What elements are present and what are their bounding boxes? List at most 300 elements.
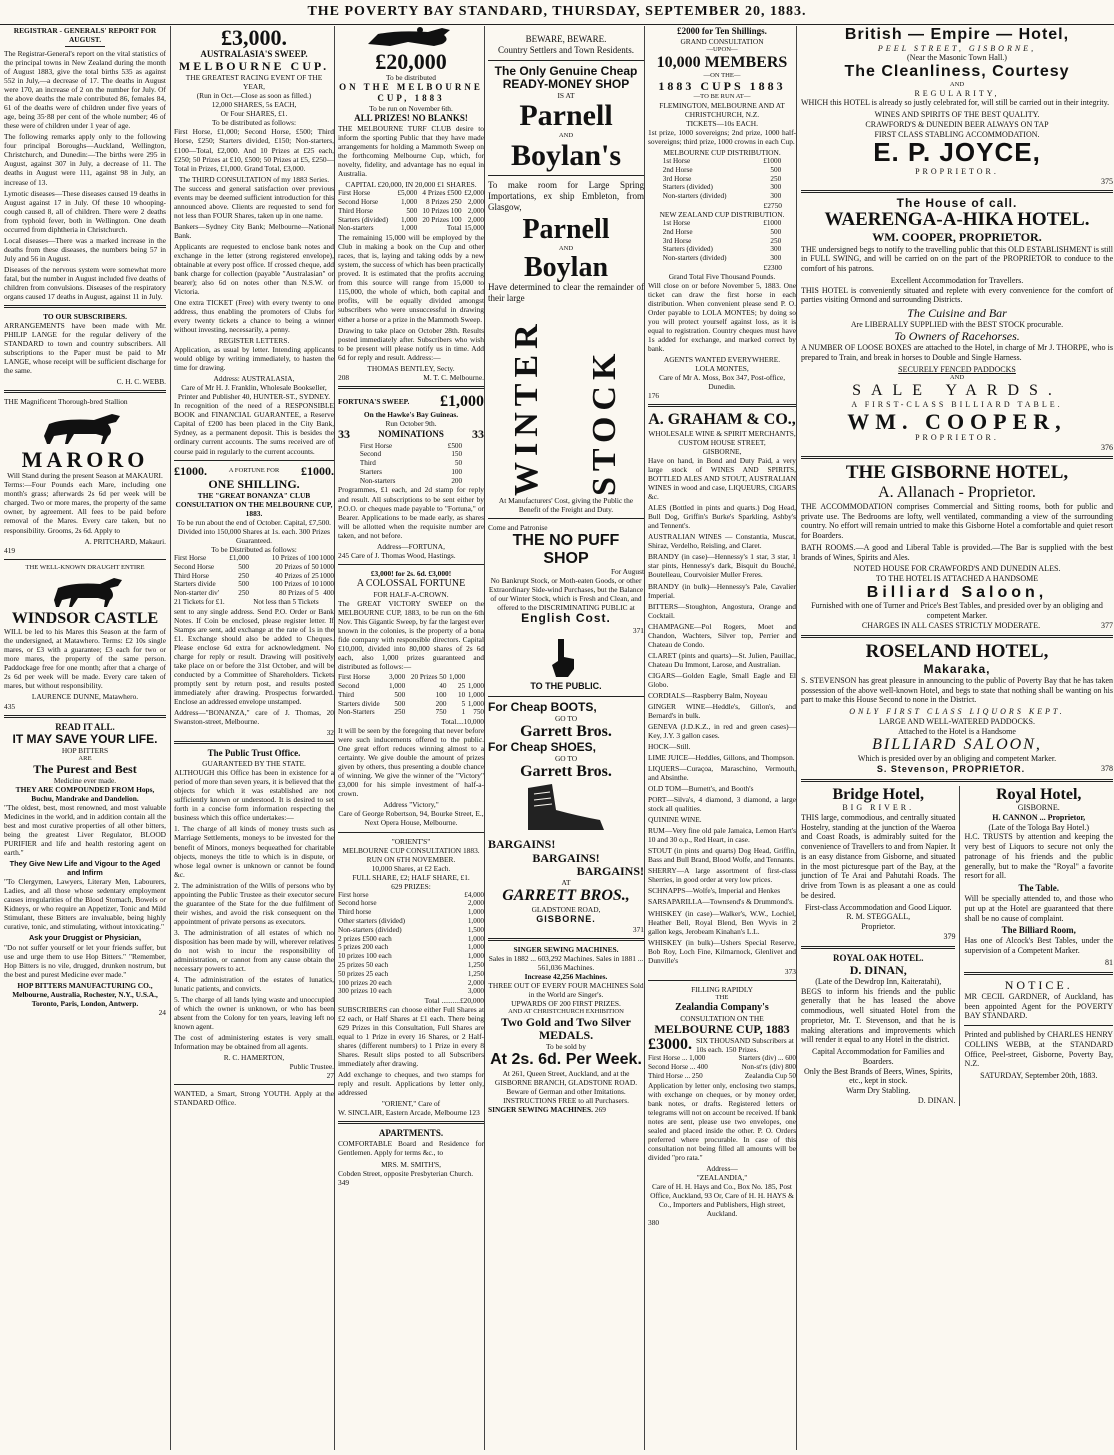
register: REGISTER LETTERS. <box>218 336 290 346</box>
hawkes: On the Hawke's Bay Guineas. <box>363 410 459 420</box>
stabling: FIRST CLASS STABLING ACCOMMODATION. <box>874 129 1040 139</box>
divider <box>648 404 796 407</box>
victory-row-cell: 100 <box>435 690 447 699</box>
run-text: To be run on November 6th. <box>369 104 453 114</box>
royal-gisborne: GISBORNE. <box>1017 803 1060 813</box>
nomination-row <box>360 459 462 468</box>
consultation: CONSULTATION ON THE <box>680 1013 764 1023</box>
gisborne: GISBORNE. <box>536 913 596 924</box>
cheap-shoes: For Cheap SHOES, <box>488 739 597 754</box>
gisborne: GISBORNE, <box>702 447 742 457</box>
orients-address: "ORIENT," Care of <box>381 1099 441 1109</box>
orients-row-cell: 1,000 <box>467 952 484 961</box>
furnished: Furnished with one of Turner and Price's Best Tables, and presided over by an obliging and competent Marker. <box>811 601 1103 621</box>
nominations-count: 33 <box>472 427 484 442</box>
divider <box>174 460 334 461</box>
graham-item: BRANDY (in bulk)—Hennessy's Pale, Cavalier Imperial. <box>648 581 796 600</box>
charges: CHARGES IN ALL CASES STRICTLY MODERATE. <box>861 620 1041 630</box>
bonanza-row-cell: 500 <box>238 562 249 571</box>
bonanza-row-cell: 1000 <box>319 562 334 571</box>
zeal-address: Care of H. H. Hays and Co., Box No. 185, Post Office, Auckland, 93 Or, Care of H. H. HAYS & Co., Importers and Publishers, High street, Auckland. <box>650 1181 794 1219</box>
capital-accom: Capital Accommodation for Families and Boarders. <box>812 1047 945 1066</box>
begs: BEGS to inform his friends and the public generally that he has leased the above commodious, well situated Hotel from the proprietor, Mr. T. Stevenson, and that he is making alterations and improvements which will render it equal to any Hotel in the district. <box>801 986 956 1045</box>
dinan-sig: D. DINAN. <box>917 1095 956 1105</box>
agents: AGENTS WANTED EVERYWHERE. <box>663 355 781 365</box>
bonanza-text: To be run about the end of October. Capital, £7,500. Divided into 150,000 Shares at 1s. each. 300 Prizes Guaranteed. <box>176 518 332 546</box>
melb-prizes-table <box>663 157 781 201</box>
late-tologa: (Late of the Tologa Bay Hotel.) <box>988 822 1090 832</box>
billiard-room: The Billiard Room, <box>1001 925 1076 936</box>
orients-row-cell: Third horse <box>338 908 372 917</box>
bonanza-row-cell: Second Horse <box>174 562 215 571</box>
divider <box>4 559 166 560</box>
orients-row-cell: First horse <box>338 890 369 899</box>
divider <box>801 456 1113 459</box>
turf-signature: THOMAS BENTLEY, Secty. <box>367 363 455 373</box>
allanach: A. Allanach - Proprietor. <box>878 484 1036 502</box>
and-label: AND <box>558 244 574 252</box>
trust-text: 3. The administration of all estates of which no disposition has been made by will, wherever relatives do not wish to incur the responsibility of administration, or cannot from any cause obtain the necessary powers to act. <box>174 927 334 973</box>
turf-row-cell: 2,000 <box>467 206 484 215</box>
victory-row-cell: 10 <box>458 690 466 699</box>
consult-text: The success and general satisfaction over previous events may be deemed sufficient introduction for this announced above. Clients are requested to send for not less than FOUR Shares, taken up in one name. <box>174 183 334 220</box>
fortune-for: A FORTUNE FOR <box>228 467 280 475</box>
may-save: IT MAY SAVE YOUR LIFE. <box>12 731 158 746</box>
column-4 <box>484 26 644 1450</box>
bonanza-row-cell: Non-starter div' <box>174 589 220 598</box>
proprietor: PROPRIETOR. <box>915 166 999 176</box>
victory-total: Total....10,000 <box>441 717 484 727</box>
melb-row-cell: 3rd Horse <box>662 174 692 183</box>
nz-row <box>663 228 781 237</box>
orients-text: SUBSCRIBERS can choose either Full Shares at £2 each, or Half Shares at £1 each. There being 629 Prizes in this Consultation, Full Shares are equal to 1 Prize in every 16 Shares, or 2 Half-shares (different numbers) to 1 Prize in every 8 Shares. Result slips posted to all Subscribers immediately after drawing. <box>338 1005 484 1069</box>
turf-row <box>338 224 484 233</box>
melb-row <box>663 166 781 175</box>
make-room: To make room for Large Spring Importations, ex ship Embleton, from Glasgow, <box>488 180 644 213</box>
melb-dist: MELBOURNE CUP DISTRIBUTION. <box>663 148 781 158</box>
stevenson-text: S. STEVENSON has great pleasure in announcing to the public of Poverty Bay that he has taken possession of the above well-known Hotel, and begs to state that nothing shall be wanting on his part to make this House Second to none in the District. <box>801 675 1113 705</box>
bargains-1: BARGAINS! <box>488 837 556 852</box>
orients-row-cell: 100 prizes 20 each <box>338 978 392 987</box>
and-label: AND <box>949 80 965 88</box>
garrett-boots: Garrett Bros. <box>520 722 612 740</box>
melb-row-cell: 2nd Horse <box>662 165 693 174</box>
bonanza-row <box>174 563 334 572</box>
turf-footer <box>338 373 484 382</box>
singer-title-2: SINGER SEWING MACHINES. <box>488 1104 593 1114</box>
noted: NOTED HOUSE FOR CRAWFORD'S AND DUNEDIN ALES. <box>853 564 1061 574</box>
singer-title: SINGER SEWING MACHINES. <box>513 944 619 954</box>
orients-row <box>338 979 484 988</box>
ad-number: 24 <box>158 1007 166 1017</box>
divider <box>4 715 166 718</box>
zeal-text: Application by letter only, enclosing two stamps, with exchange on cheques, or by money order, bank notes, or drafts. Registered letters or telegrams will not on account be received. If bank notes are sent, please use two envelopes, one sealed and placed inside the other. P. O. Orders preferred where procurable. In case of this consultation not being filled all amounts will be divided "pro rata." <box>648 1080 796 1162</box>
turf-row-cell: Total <box>446 224 462 233</box>
prize-text: 1st prize, 1000 sovereigns; 2nd prize, 1000 half-sovereigns; third prize, 1000 crowns in each Cup. <box>648 127 796 146</box>
victory-row-cell: 250 <box>394 708 406 717</box>
divider <box>488 60 644 61</box>
excellent: Excellent Accommodation for Travellers. <box>890 275 1024 285</box>
orients-row <box>338 899 484 908</box>
victory-row <box>338 708 484 717</box>
colossal-header: £3,000! for 2s. 6d. £3,000! <box>370 568 452 578</box>
nz-row-cell: 1st Horse <box>662 219 691 228</box>
orients-row <box>338 961 484 970</box>
zeal-row-cell: Zealandia Cup 50 <box>744 1071 796 1080</box>
victory-row-cell: 1,000 <box>449 673 466 682</box>
nz-row-cell: 3rd Horse <box>662 236 692 245</box>
bottom-hotels <box>801 786 1113 1106</box>
trust-text: 4. The administration of the estates of lunatics, lunatic patients, and convicts. <box>174 974 334 993</box>
bonanza-row <box>174 598 334 607</box>
ad-number: 32 <box>326 728 334 738</box>
royal-oak: ROYAL OAK HOTEL. <box>833 952 924 963</box>
orients-full: FULL SHARE, £2; HALF SHARE, £1. <box>352 872 470 882</box>
orients-row <box>338 970 484 979</box>
nominations-address: Address—FORTUNA, <box>377 541 445 551</box>
graham-item: SCHNAPPS—Wolfe's, Imperial and Henkes <box>648 886 781 896</box>
owners: To Owners of Racehorses. <box>894 328 1020 343</box>
orients-row <box>338 943 484 952</box>
ad-number: 376 <box>1101 442 1113 452</box>
victory-row <box>338 682 484 691</box>
victory-row-cell: 5 <box>461 699 466 708</box>
members: 10,000 MEMBERS <box>656 54 788 72</box>
column-1 <box>4 26 166 1450</box>
ad-number: 176 <box>648 391 660 401</box>
apartments-title: APARTMENTS. <box>378 1128 444 1139</box>
orients-row-cell: 1,250 <box>467 960 484 969</box>
turf-row-cell: 10 Prizes 100 <box>422 206 462 215</box>
graham-item: QUININE WINE. <box>648 815 702 825</box>
read-all: READ IT ALL. <box>55 721 115 732</box>
cup-title: MELBOURNE CUP. <box>178 59 330 74</box>
hop-text: "To Clergymen, Lawyers, Literary Men, Labourers, Ladies, and all those whose sedentary employment causes irregularities of the Blood Stomach, Bowels or Kidneys, or who require an Appetizer, Tonic and Mild Stimulant, these Bitters are invaluable, being highly curative, tonic, and stimulating, without intoxicating." <box>4 877 166 932</box>
draught-label: THE WELL-KNOWN DRAUGHT ENTIRE <box>25 563 145 571</box>
registrar-paragraph: Diseases of the nervous system were somewhat more fatal, but the number in August included five deaths of children from convulsions. Diseases of the respiratory organs caused 17 deaths in August, against 11 in July. <box>4 264 166 301</box>
melb-row <box>663 157 781 166</box>
graham-item: BRANDY (in case)—Hennessy's 1 star, 3 star, 1 star pints, Hennessy's dark, Bisquit du Bouché, Boutelleau, Courvoisier Muller Freres. <box>648 552 796 580</box>
apartments-address: Cobden Street, opposite Presbyterian Church. <box>338 1168 474 1178</box>
wholesale: WHOLESALE WINE & SPIRIT MERCHANTS, <box>648 429 796 438</box>
turf-row-cell: First Horse <box>338 189 371 198</box>
nominations-address2 <box>338 551 484 560</box>
divider <box>338 1121 484 1124</box>
orients-row <box>338 891 484 900</box>
victory-row <box>338 700 484 709</box>
divider <box>801 779 1113 782</box>
melb-row-cell: 300 <box>770 183 782 192</box>
bonanza-row <box>174 580 334 589</box>
nz-row-cell: 500 <box>770 227 782 236</box>
orients-row-cell: 50 prizes 25 each <box>338 969 389 978</box>
cuisine: The Cuisine and Bar <box>907 306 1007 321</box>
instructions: INSTRUCTIONS FREE to all Purchasers. <box>503 1095 629 1105</box>
zeal-amount: £3000. <box>648 1036 692 1054</box>
victory-row-cell: First Horse <box>338 673 371 682</box>
fortune-amount: £1000. <box>301 463 334 478</box>
bonanza-row-cell: 250 <box>238 589 249 598</box>
bonanza-row-cell: 500 <box>238 580 249 589</box>
bonanza-row-cell: 40 Prizes of 25 <box>275 571 319 580</box>
purest: The Purest and Best <box>33 761 137 776</box>
tickets: TICKETS—10s EACH. <box>686 118 758 128</box>
ad-number: 269 <box>594 1104 606 1114</box>
address-label: Address: AUSTRALASIA, <box>213 374 295 384</box>
divider <box>964 1025 1113 1026</box>
melb-row <box>663 175 781 184</box>
turf-row-cell: 15,000 <box>464 224 484 233</box>
lola: LOLA MONTES, <box>695 364 749 374</box>
divider <box>174 1084 334 1085</box>
orients-row <box>338 987 484 996</box>
victory-row-cell: Second <box>338 682 360 690</box>
and-label: AND <box>949 374 965 382</box>
subscribers-title: TO OUR SUBSCRIBERS. <box>43 311 127 321</box>
near: (Near the Masonic Town Hall.) <box>907 53 1007 63</box>
nomination-row-cell: Non-starters <box>359 476 396 485</box>
on-the: —ON THE— <box>703 71 741 79</box>
victory-text: The GREAT VICTORY SWEEP on the MELBOURNE CUP, 1883, to be run on the 6th Nov. This Gigantic Sweep, by far the largest ever known in the colonies, is the property of a bona fide company with responsible directors. Capital £10,000, divided into 80,000 shares of 2s 6d each, also 1,000 prizes guaranteed and distributed as follows:— <box>338 598 484 672</box>
victory-row-cell: 25 <box>458 682 466 690</box>
winter-stock <box>488 306 644 496</box>
sold-by: To be sold by <box>546 1042 586 1052</box>
only-best: Only the Best Brands of Beers, Wines, Spirits, etc., kept in stock. <box>804 1066 953 1086</box>
orients-row-cell: Second horse <box>338 899 377 908</box>
which-text: WHICH this HOTEL is already so justly celebrated for, will still be carried out in their integrity. <box>801 98 1110 108</box>
victory-row-cell: Non-Starters <box>338 708 375 717</box>
zeal-row-cell: Non-st'rs (div) 800 <box>741 1063 796 1072</box>
boylans: Boylan's <box>510 138 622 172</box>
orients-row-cell: 1,000 <box>467 917 484 926</box>
draught-horse-illustration <box>4 572 166 608</box>
the-label: THE <box>715 993 729 1001</box>
trust-text: 1. The charge of all kinds of money trusts such as Marriage Settlements, moneys to be invested for the benefit of Minors, moneys bequeathed for charitable objects, moneys the title to which is in dispute, or whose legal owner is unknown or cannot be found &c. <box>174 824 334 879</box>
bonanza-address: Address—"BONANZA," care of J. Thomas, 20 Swanston-street, Melbourne. <box>174 708 334 727</box>
no-puff: THE NO PUFF SHOP <box>512 532 620 567</box>
fortunas-title: FORTUNA'S SWEEP. <box>338 397 410 406</box>
ad-number: 378 <box>1101 763 1113 773</box>
garrett-shoes: Garrett Bros. <box>520 762 612 780</box>
windsor-text: WILL be led to his Mares this Season at the farm of the undersigned, at Matawhero. Terms: £2 10s single mares, or £3 with a guarantee; £3 each for two or more mares, the property of the same person. Paddockage free for one month; after that a charge of 2s 6d per week will be made. Every care taken of mares, but without responsibility. <box>4 627 166 691</box>
trust-title: The Public Trust Office. <box>207 748 301 759</box>
graham-item: BITTERS—Stoughton, Angostura, Orange and Cocktail. <box>648 601 796 620</box>
four-shares: Or Four SHARES, £1. <box>220 109 288 119</box>
trust-signature-title: Public Trustee. <box>289 1062 334 1072</box>
no-bankrupt: No Bankrupt Stock, or Moth-eaten Goods, or other Extraordinary Side-wind Purchases, but the Balance of our Winter Stock, which is Fresh and Clean, and offered to the DISCRIMINATING PUBLIC at <box>488 576 644 613</box>
zeal-row <box>648 1054 796 1063</box>
custom: CUSTOM HOUSE STREET, <box>678 438 766 448</box>
bonanza-row-cell: 10 Prizes of 100 <box>271 554 319 563</box>
ad-number: 81 <box>1105 957 1113 967</box>
bridge-hotel-ad <box>801 786 960 1106</box>
fortune-amount: £1000. <box>174 463 207 478</box>
bonanza-row <box>174 572 334 581</box>
billiard-table: A FIRST-CLASS BILLIARD TABLE. <box>851 400 1063 410</box>
melb-row-cell: 300 <box>770 192 782 201</box>
stevenson-row <box>801 764 1113 775</box>
registrar-paragraph: Local diseases—There was a marked increase in the deaths from these diseases, the numbers being 57 in July and 56 in August. <box>4 235 166 263</box>
crawford: CRAWFORD'S & DUNEDIN BEER ALWAYS ON TAP <box>865 119 1049 129</box>
maroro-signature: A. PRITCHARD, Makauri. <box>84 536 166 546</box>
only-genuine: The Only Genuine Cheap READY-MONEY SHOP <box>494 63 638 92</box>
is-at: IS AT <box>557 91 575 101</box>
turf-row <box>338 216 484 225</box>
english-cost: English Cost. <box>521 611 611 626</box>
orients-run: RUN ON 6TH NOVEMBER. <box>366 854 456 864</box>
victory-row-cell: 1,000 <box>389 682 406 690</box>
divider <box>488 518 644 519</box>
divider <box>338 832 484 833</box>
nominations-table <box>360 442 462 486</box>
ten-shillings: £2000 for Ten Shillings. <box>677 26 767 36</box>
apartments-text: COMFORTABLE Board and Residence for Gentlemen. Apply for terms &c., to <box>338 1139 484 1158</box>
maroro-text: Will Stand during the present Season at MAKAURI. <box>7 471 163 481</box>
orients-row-cell: Other starters (divided) <box>338 917 406 926</box>
queen-st: At 261, Queen Street, Auckland, and at the GISBORNE BRANCH, GLADSTONE ROAD. <box>494 1068 638 1087</box>
turf-text: The remaining 15,000 will be employed by the Club in making a book on the Cup and other races, that is, laying and taking odds by a new system, the success of which has been practically proved. It is estimated that the profits accruing from this source will range from 15,000 to 115,000, the whole of which, both capital and profits, will be equally divided amongst subscribers who were unsuccessful in drawing either a horse or a prize in the Mammoth Sweep. <box>338 233 484 324</box>
trust-signature: R. C. HAMERTON, <box>223 1053 285 1063</box>
orients-row-cell: 1,250 <box>467 969 484 978</box>
turf-row-cell: Starters (divided) <box>338 215 389 224</box>
go-to: GO TO <box>554 753 578 763</box>
british-empire: British — Empire — Hotel, <box>844 26 1070 43</box>
turf-row-cell: £5,000 <box>397 189 418 198</box>
ad-number: 379 <box>943 931 956 941</box>
shares-text: 12,000 SHARES, 5s EACH, <box>211 100 297 110</box>
graham-item: RUM—Very fine old pale Jamaica, Lemon Hart's 10 and 30 o.p., Red Heart, in case. <box>648 826 796 845</box>
address-text: Care of Mr H. J. Franklin, Wholesale Bookseller, Printer and Publisher 40, HUNTER-ST., SYDNEY. <box>177 383 331 402</box>
bonanza-row <box>174 554 334 563</box>
nomination-row-cell: Starters <box>359 467 382 476</box>
bonanza-row-cell: 1000 <box>319 571 334 580</box>
registrar-paragraph: The following remarks apply only to the following four principal Boroughs—Auckland, Wellington, Christchurch, and Dunedin:—The births were 295 in August, against 307 in July, a decrease of 11. The deaths in August were 111, against 98 in July, an increase of 13. <box>4 132 166 187</box>
turf-row-cell: 8 Prizes 250 <box>426 198 462 207</box>
trust-sub: GUARANTEED BY THE STATE. <box>202 759 306 769</box>
trust-text: The cost of administering estates is very small. Information may be obtained from all agents. <box>174 1033 334 1052</box>
divider <box>488 696 644 697</box>
orients-row-cell: 5 prizes 200 each <box>338 943 389 952</box>
bridge-text: THIS large, commodious, and centrally situated Hostelry, standing at the junction of the Waeroa and Coast Roads, is admirably suited for the convenience of Travellers to and from Napier. It is an easy distance from Gisborne, and situated in the most picturesque part of the Bay, at the junction of Te Arai and Pahutahi Roads. The drive from Town is as pleasant a one as could be desired. <box>801 812 956 900</box>
bonanza-title: THE "GREAT BONANZA" CLUB CONSULTATION ON THE MELBOURNE CUP, 1883. <box>175 490 333 518</box>
divider <box>964 972 1113 975</box>
orients-row <box>338 917 484 926</box>
hop-company: HOP BITTERS MANUFACTURING CO., Melbourne, Australia, Rochester, N.Y., U.S.A., Toronto, Paris, London, Antwerp. <box>12 980 158 1008</box>
determined: Have determined to clear the remainder of their large <box>488 282 644 304</box>
victory-row <box>338 691 484 700</box>
parnell: Parnell <box>519 99 613 133</box>
only-first: ONLY FIRST CLASS LIQUORS KEPT. <box>849 707 1065 717</box>
capital: CAPITAL £20,000, IN 20,000 £1 SHARES. <box>345 180 477 190</box>
ad-number: 435 <box>4 701 16 711</box>
bonanza-text2: sent to any single address. Send P.O. Order or Bank Notes. If Coin be enclosed, please register letter. If Stamps are sent, add exchange at the rate of 1s in the £1. Exchange should also be added to Cheques. Please enclose 6d extra for acknowledgment. No charge for reply or result. Drawing will positively take place on or before the 31st October, and will be conducted by a Committee of Shareholders. Tickets promptly sent by return post, and results posted immediately after drawing. Prospectus forwarded. Enclose an addressed envelope unstamped. <box>174 606 334 707</box>
to-public: TO THE PUBLIC. <box>530 680 602 691</box>
divider <box>801 946 955 949</box>
melb-row-cell: 500 <box>770 165 782 174</box>
bonanza-row-cell: Starters divide <box>174 580 216 589</box>
subscribers-text: ARRANGEMENTS have been made with Mr. PHILIP LANGE for the regular delivery of the STANDARD to town and country subscribers. All subscriptions to the Paper must be paid to Mr LANGE, whose receipt will be sufficient discharge for the same. <box>4 320 166 376</box>
turf-row-cell: 2,000 <box>467 215 484 224</box>
orients-row-cell: 1,000 <box>467 908 484 917</box>
royal-hotel-ad <box>960 786 1113 1106</box>
bonanza-row-cell: 100 Prizes of 10 <box>271 580 319 589</box>
liberally: Are LIBERALLY SUPPLIED with the BEST STOCK procurable. <box>850 320 1064 330</box>
roseland: ROSELAND HOTEL, <box>865 640 1049 662</box>
register-text: Application, as usual by letter. Intending applicants would oblige by writing immediately, to hasten the time for drawing. <box>174 345 334 373</box>
grand-total: Grand Total Five Thousand Pounds. <box>668 271 776 281</box>
turf-row <box>338 198 484 207</box>
house-call: The House of call. <box>896 196 1018 211</box>
nz-row-cell: 300 <box>770 254 782 263</box>
ad-number: 371 <box>632 625 644 635</box>
orients-row-cell: 2 prizes £500 each <box>338 934 392 943</box>
graham-items-list <box>648 503 796 964</box>
third-consult: The THIRD CONSULTATION of my 1883 Series. <box>178 174 330 184</box>
bonanza-row <box>174 589 334 598</box>
bridge: Bridge Hotel, <box>832 785 924 803</box>
sweep-title: AUSTRALASIA'S SWEEP. <box>200 49 308 60</box>
distributed: To be distributed as follows: <box>211 118 297 128</box>
fortune-header <box>174 465 334 478</box>
orients-title: "ORIENT'S" <box>391 836 431 846</box>
wines-spirits: WINES AND SPIRITS OF THE BEST QUALITY. <box>874 110 1040 120</box>
nomination-row-cell: Third <box>359 459 376 468</box>
paddocks: SECURELY FENCED PADDOCKS <box>898 364 1016 374</box>
come-patronise: Come and Patronise <box>488 523 548 533</box>
ad-number: 349 <box>338 1177 350 1187</box>
wm-cooper: WM. COOPER, <box>847 408 1067 434</box>
turf-row-cell: 1,000 <box>401 215 418 224</box>
table: The Table. <box>1018 883 1059 894</box>
victory-row-cell: Third <box>338 690 354 699</box>
zeal-row-cell: Second Horse ... 400 <box>648 1063 708 1072</box>
applicants-text: Applicants are requested to enclose bank notes and exchange in the letter (strong registered envelope), obtainable at every post office. If crossed cheque, add bank charge for collection (payable "Australasian" or bearer); also 6d on notes other than N.S.W. or Victoria. <box>174 241 334 296</box>
notice: NOTICE. <box>1004 977 1073 992</box>
graham-item: AUSTRALIAN WINES — Constantia, Muscat, Shiraz, Verdelho, Reisling, and Claret. <box>648 532 796 551</box>
cleanliness: The Cleanliness, Courtesy <box>844 63 1070 81</box>
melb-total: £2750 <box>763 200 782 210</box>
victory-row-cell: 750 <box>435 708 447 717</box>
hop-text: "Do not suffer yourself or let your friends suffer, but use and urge them to use Hop Bitters." "Remember, Hop Bitters is no vile, drugged, drunken nostrum, but the best and purest Medicine ever made." <box>4 942 166 979</box>
hop-bitters: HOP BITTERS <box>61 745 109 755</box>
bonanza-row-cell: 250 <box>238 571 249 580</box>
stallion-intro: THE Magnificent Thorough-bred Stallion <box>4 397 128 407</box>
bonanza-row-cell: 400 <box>323 589 334 598</box>
apartments-name: MRS. M. SMITH'S, <box>381 1159 441 1169</box>
singer-footer <box>488 1105 644 1114</box>
ad-number: 377 <box>1101 620 1113 630</box>
nomination-row-cell: 100 <box>451 467 463 476</box>
turf-row-cell: Third Horse <box>338 206 373 215</box>
hc-text: H.C. TRUSTS by attention and keeping the very best of Liquors to secure not only the patronage of his friends and the public generally, but to make the "Royal" a favorite resort for all. <box>964 832 1113 881</box>
graham-item: GINGER WINE—Heddle's, Gillon's, and Bernard's in bulk. <box>648 701 796 720</box>
orients-row-cell: 300 prizes 10 each <box>338 987 392 996</box>
masthead: THE POVERTY BAY STANDARD, THURSDAY, SEPTEMBER 20, 1883. <box>0 0 1114 25</box>
column-6 <box>796 26 1113 1450</box>
graham-item: CLARET (pints and quarts)—St. Julien, Pauillac, Chateau Du Immont, Larose, and Australian. <box>648 650 796 669</box>
nz-row-cell: 250 <box>770 236 782 245</box>
nominations-header <box>338 428 484 441</box>
orients-row-cell: £4,000 <box>464 890 484 899</box>
nz-row <box>663 254 781 263</box>
bonanza-row-cell: Not less than 5 Tickets <box>253 598 319 607</box>
horse-illustration <box>4 406 166 446</box>
graham-item: LIQUERS—Curaçoa, Maraschino, Vermouth, and Absinthe. <box>648 764 796 783</box>
ad-number: 123 <box>468 1108 480 1118</box>
increase: Increase 42,256 Machines. <box>524 971 608 981</box>
maroro-terms: Terms:—Four Pounds each Mare, including one month's grass; afterwards 2s 6d per week will be charged. Two or more mares, the property of the same owner, by agreement. All fees to be paid before removal of the Mares. Every care taken, but no responsibility. Grooms, 2s 6d. Apply to <box>4 480 166 535</box>
zeal-prizes-table <box>648 1054 796 1080</box>
